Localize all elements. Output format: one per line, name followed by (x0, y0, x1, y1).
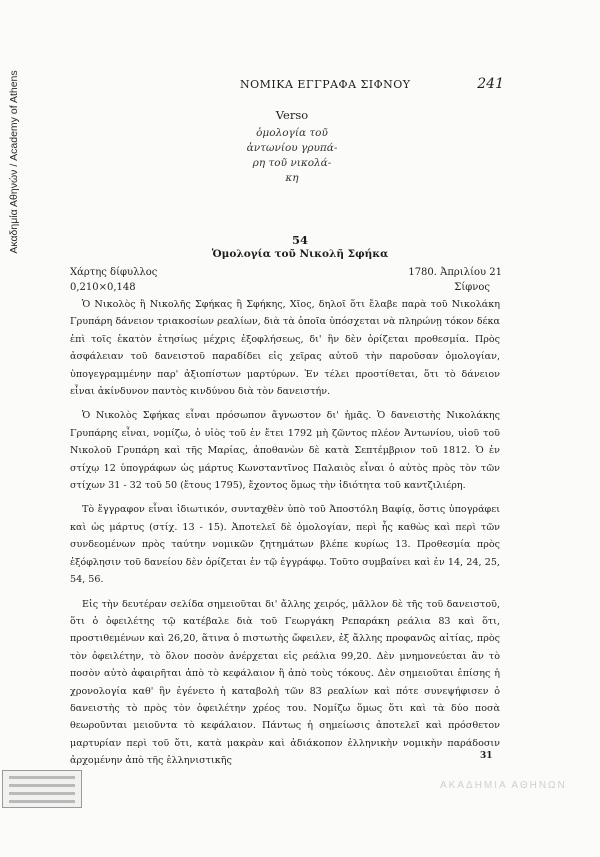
paragraph-nature: Τὸ ἔγγραφον εἶναι ἰδιωτικόν, συνταχθὲν ὑπὸ τοῦ Ἀποστόλη Βαφίᾳ, ὅστις ὑπογράφει καὶ ὡς μάρτυς (στίχ. 13 - 15). Ἀποτελεῖ δὲ ὁμολογίαν, περὶ ἧς καθὼς καὶ περὶ τῶν συνδεομένων πρὸς ταύτην νομικῶν ζητημάτων βλέπε κυρίως 13. Προθεσμία πρὸς ἐξόφλησιν τοῦ δανείου δὲν ὁρίζεται ἐν τῷ ἐγγράφῳ. Τοῦτο συμβαίνει καὶ ἐν 14, 24, 25, 54, 56. (70, 504, 500, 586)
verso-label: Verso (275, 108, 309, 122)
verso-note-line: ἀντωνίου γρυπά- (246, 142, 338, 154)
paragraph-summary: Ὁ Νικολὸς ἢ Νικολῆς Σφήκας ἢ Σφήκης, Χῖος, δηλοῖ ὅτι ἔλαβε παρὰ τοῦ Νικολάκη Γρυπάρη δάνειον τριακοσίων ρεαλίων, διὰ τὰ ὁποῖα ὑπόσχεται νὰ πληρώνῃ τόκον δέκα ἐπὶ τοῖς ἑκατὸν ἐτησίως μέχρις ἐξοφλήσεως, δι' ἣν δὲν ὁρίζεται προθεσμία. Πρὸς ἀσφάλειαν τοῦ δανειστοῦ παραδίδει εἰς χεῖρας αὐτοῦ τὴν παροῦσαν ὁμολογίαν, ὑπογεγραμμένην παρ' ἀξιοπίστων μαρτύρων. Ἐν τέλει προστίθεται, ὅτι τὸ δάνειον εἶναι ἀκίνδυνον παντὸς κινδύνου διὰ τὸν δανειστήν. (70, 299, 500, 398)
verso-note-line: κη (285, 172, 299, 184)
document-date-place (408, 265, 502, 295)
verso-note-line: ρη τοῦ νικολά- (252, 157, 332, 169)
paper-dimensions: 0,210×0,148 (70, 282, 136, 293)
paper-type: Χάρτης δίφυλλος (70, 267, 158, 278)
paragraph-persons: Ὁ Νικολὸς Σφήκας εἶναι πρόσωπον ἄγνωστον δι' ἡμᾶς. Ὁ δανειστὴς Νικολάκης Γρυπάρης εἶναι, νομίζω, ὁ υἱὸς τοῦ ἐν ἔτει 1792 μὴ ζῶντος πλέον Ἀντωνίου, υἱοῦ τοῦ Νικολοῦ Γρυπάρη καὶ τῆς Μαρίας, ἀποθανὼν δὲ κατὰ Σεπτέμβριον τοῦ 1812. Ὁ ἐν στίχῳ 12 ὑπογράφων ὡς μάρτυς Κωνσταντῖνος Παλαιὸς εἶναι ὁ αὐτὸς πρὸς τὸν τῶν στίχων 31 - 32 τοῦ 50 (ἔτους 1795), ἔχοντος ὅμως τὴν ἰδιότητα τοῦ καντζιλιέρη. (70, 410, 500, 492)
page-header (0, 78, 600, 98)
document-physical-description (70, 265, 157, 295)
body-text (70, 296, 500, 777)
document-number: 54 (291, 233, 308, 247)
running-title: ΝΟΜΙΚΑ ΕΓΓΡΑΦΑ ΣΙΦΝΟΥ (240, 78, 411, 91)
signature-number: 31 (480, 751, 493, 761)
footer-watermark: ΑΚΑΔΗΜΙΑ ΑΘΗΝΩΝ (440, 780, 567, 791)
library-stamp (2, 770, 82, 808)
paragraph-payment-note: Εἰς τὴν δευτέραν σελίδα σημειοῦται δι' ἄλλης χειρός, μᾶλλον δὲ τῆς τοῦ δανειστοῦ, ὅτι ὁ ὀφειλέτης τῷ κατέβαλε διὰ τοῦ Γεωργάκη Ρεπαράκη ρεάλια 83 καὶ ὅτι, προστιθεμένων καὶ 26,20, ἅτινα ὁ πιστωτὴς ὤφειλεν, ἐξ ἄλλης προφανῶς αἰτίας, πρὸς τὸν ὀφειλέτην, τὸ ὅλον ποσὸν ἀνέρχεται εἰς ρεάλια 99,20. Δὲν μνημονεύεται ἂν τὸ ποσὸν αὐτὸ ἀφαιρῆται ἀπὸ τὸ κεφάλαιον ἢ ἀπὸ τοὺς τόκους. Δὲν σημειοῦται ἐπίσης ἡ χρονολογία καθ' ἣν ἐγένετο ἡ καταβολὴ τῶν 83 ρεαλίων καὶ πότε συνεψήφισεν ὁ δανειστὴς τὸ πρὸς τὸν ὀφειλέτην χρέος του. Νομίζω ὅμως ὅτι καὶ τὰ δύο ποσὰ θεωροῦνται μειοῦντα τὸ κεφάλαιον. Πάντως ἡ σημείωσις ἀποτελεῖ καὶ πρόσθετον μαρτυρίαν περὶ τοῦ ὅτι, κατὰ μακρὰν καὶ ἀδιάκοπον ἑλληνικὴν νομικὴν παράδοσιν ἀρχομένην ἀπὸ τῆς ἑλληνιστικῆς (70, 598, 500, 767)
verso-note-line: ὁμολογία τοῦ (256, 127, 328, 139)
page-number: 241 (477, 76, 504, 92)
verso-note (232, 126, 352, 186)
document-place: Σίφνος (454, 282, 490, 293)
document-title: Ὁμολογία τοῦ Νικολῆ Σφήκα (211, 248, 389, 260)
side-watermark-text: Ακαδημία Αθηνών / Academy of Athens (8, 70, 20, 254)
verso-block (232, 108, 352, 186)
document-date: 1780. Ἀπριλίου 21 (408, 267, 502, 278)
